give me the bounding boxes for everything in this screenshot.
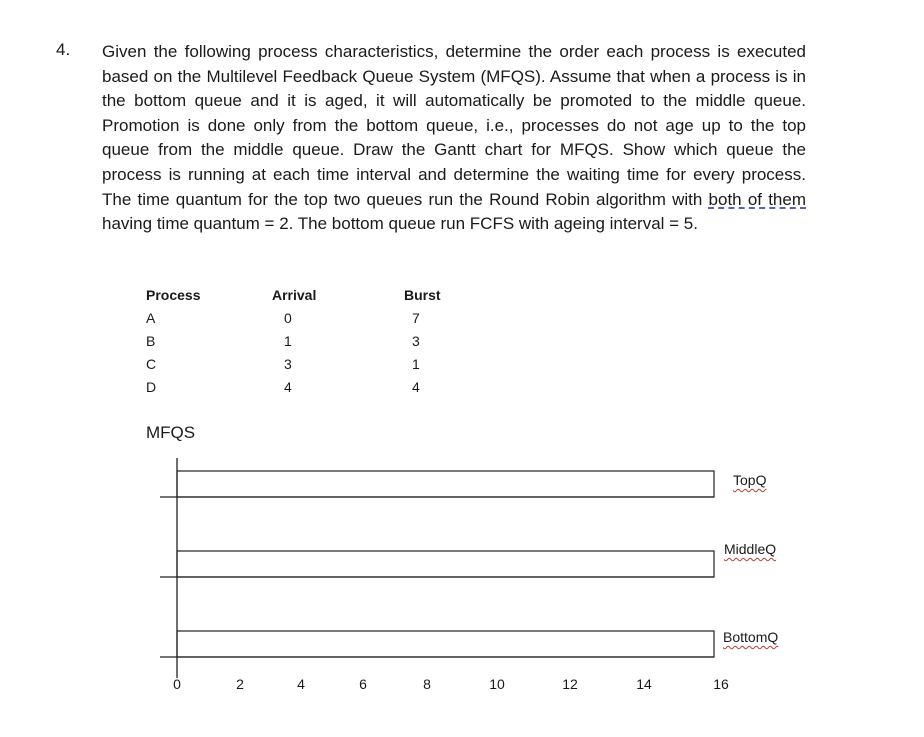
middleq-box	[177, 551, 714, 577]
underlined-phrase: both of them	[708, 189, 806, 209]
cell-process: B	[146, 332, 156, 349]
question-text-part2: having time quantum = 2. The bottom queue run FCFS with ageing interval = 5.	[102, 214, 698, 234]
axis-tick-label: 16	[713, 676, 729, 692]
header-burst: Burst	[404, 287, 441, 303]
cell-burst: 3	[412, 332, 420, 349]
cell-burst: 4	[412, 378, 420, 395]
question-text-part1: Given the following process characteristics, determine the order each process is executed based on the Multilevel Feedback Queue System (MFQS). Assume that when a process is in the bottom queue and it is aged, it will automatically be promoted to the middle queue. Promotion is done only from the bottom queue, i.e., processes do not age up to the top queue from the middle queue. Draw the Gantt chart for MFQS. Show which queue the process is running at each time interval and determine the waiting time for every process. The time quantum for the top two queues run the Round Robin algorithm with	[102, 42, 806, 209]
cell-arrival: 0	[284, 309, 292, 326]
cell-arrival: 3	[284, 355, 292, 372]
cell-burst: 1	[412, 355, 420, 372]
cell-arrival: 1	[284, 332, 292, 349]
axis-tick-label: 6	[359, 676, 367, 692]
cell-arrival: 4	[284, 378, 292, 395]
cell-burst: 7	[412, 309, 420, 326]
axis-tick-label: 10	[489, 676, 505, 692]
axis-tick-label: 14	[636, 676, 652, 692]
cell-process: A	[146, 309, 156, 326]
cell-process: C	[146, 355, 157, 372]
axis-tick-label: 8	[423, 676, 431, 692]
header-arrival: Arrival	[272, 287, 317, 303]
axis-tick-label: 2	[236, 676, 244, 692]
queue-label-bottom-text: BottomQ	[723, 629, 779, 645]
mfqs-title: MFQS	[146, 423, 196, 442]
queue-label-top-text: TopQ	[733, 472, 767, 488]
bottomq-box	[177, 631, 714, 657]
cell-process: D	[146, 378, 157, 395]
axis-tick-label: 4	[297, 676, 305, 692]
header-process: Process	[146, 287, 201, 303]
queue-label-middle	[724, 541, 776, 557]
axis-tick-label: 0	[173, 676, 181, 692]
queue-label-middle-text: MiddleQ	[724, 541, 777, 557]
topq-box	[177, 471, 714, 497]
question-number: 4.	[56, 40, 71, 59]
queue-label-top	[733, 472, 766, 488]
axis-tick-label: 12	[562, 676, 578, 692]
queue-label-bottom	[723, 629, 778, 645]
